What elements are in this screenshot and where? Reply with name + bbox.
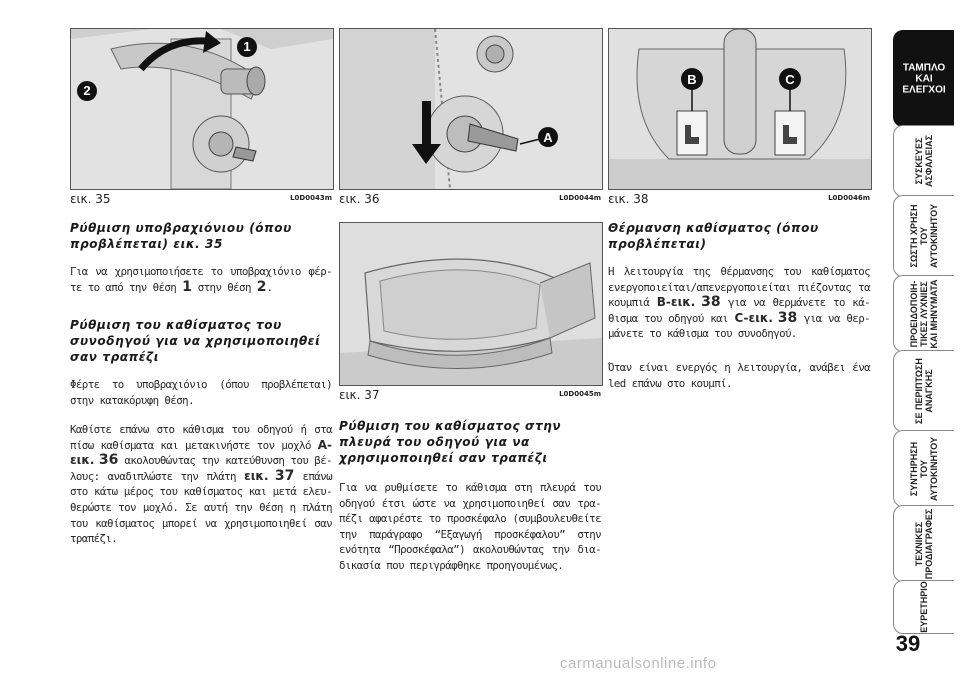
figure-37-caption: εικ. 37 [339,388,380,402]
tab-warning-lights-label: ΠΡΟΕΙΔΟΠΟΙΗ- ΤΙΚΕΣ ΛΥΧΝΙΕΣ ΚΑΙ ΜΗΝΥΜΑΤΑ [909,278,939,349]
passenger-seat-text-3: επάνω στο κάτω μέρος του καθίσματος και μετά ελευ-θερώστε τον μοχλό. Σε αυτή την θέση η πλάτη του καθίσματος μπορεί να χρησιμοποιηθεί σαν τραπέζι. [70,469,332,546]
armrest-text-3: . [266,280,273,294]
armrest-text-1: Για να χρησιμοποιήσετε το υποβραχιόνιο φέρ-τε το από την θέση [70,265,332,294]
figure-35-label-1: 1 [243,39,251,54]
button-b-reference: B-εικ. [656,295,702,310]
passenger-seat-table-paragraph-2 [70,422,332,547]
armrest-paragraph [70,264,332,295]
backrest-reference: εικ. [244,468,275,483]
tab-safety-devices[interactable] [893,125,954,197]
seat-heating-paragraph-2: Όταν είναι ενεργός η λειτουργία, ανάβει ένα led επάνω στο κουμπί. [608,361,870,390]
tab-dashboard-controls[interactable] [893,30,954,127]
tab-emergency[interactable] [893,350,954,432]
tab-correct-use-label: ΣΩΣΤΗ ΧΡΗΣΗ ΤΟΥ ΑΥΤΟΚΙΝΗΤΟΥ [909,203,939,269]
figure-36-label-a: A [543,130,553,145]
seat-heating-text-2: για να θερμάνετε το κά-θισμα του οδηγού και [608,296,871,325]
figure-36-code: L0D0044m [559,194,601,202]
figure-36-drawing [340,29,602,189]
passenger-seat-text-2: ακολουθώντας την κατεύθυνση του βέ-λους: αναδιπλώστε την πλάτη [70,454,332,483]
tab-safety-devices-label: ΣΥΣΚΕΥΕΣ ΑΣΦΑΛΕΙΑΣ [914,135,934,187]
armrest-text-2: στην θέση [191,280,257,294]
tab-index-label: ΕΥΡΕΤΗΡΙΟ [919,581,929,633]
figure-35-drawing [71,29,333,189]
figure-38-label-c: C [785,72,795,87]
armrest-position-2: 2 [256,278,267,295]
figure-35-code: L0D0043m [290,194,332,202]
tab-emergency-label: ΣΕ ΠΕΡΙΠΤΩΣΗ ΑΝΑΓΚΗΣ [914,358,934,424]
figure-38-seat-heating-buttons [608,28,872,190]
tab-maintenance-label: ΣΥΝΤΗΡΗΣΗ ΤΟΥ ΑΥΤΟΚΙΝΗΤΟΥ [909,436,939,501]
tab-index[interactable] [893,580,954,634]
figure-38-code: L0D0046m [828,194,870,202]
tab-warning-lights[interactable] [893,275,954,352]
driver-seat-table-heading: Ρύθμιση του καθίσματος στην πλευρά του οδηγού για να χρησιμοποιηθεί σαν τραπέζι [339,419,562,465]
passenger-seat-table-paragraph-1: Φέρτε το υποβραχιόνιο (όπου προβλέπεται) στην κατακόρυφη θέση. [70,378,332,407]
lever-a-reference: A-εικ. [70,437,332,468]
seat-heating-text-3: για να θερ-μάνετε το κάθισμα του συνοδηγού. [608,311,871,341]
figure-37-code: L0D0045m [559,390,601,398]
driver-seat-table-paragraph: Για να ρυθμίσετε το κάθισμα στη πλευρά του οδηγού έτσι ώστε να χρησιμοποιηθεί σαν τρα-πέζι αφαιρέστε το προσκέφαλο (συμβουλευθείτε την παράγραφο “Εξαγωγή προσκέφαλου” στην ενότητα “Προσκέφαλα”) ακολουθώντας την δια-δικασία που περιγράφθηκε προηγουμένως. [339,481,601,572]
tab-technical-specs[interactable] [893,505,954,582]
passenger-seat-text-1: Καθίστε επάνω στο κάθισμα του οδηγού ή στα πίσω καθίσματα και μετακινήστε τον μοχλό [70,423,332,452]
figure-38-drawing [609,29,871,189]
tab-technical-specs-label: ΤΕΧΝΙΚΕΣ ΠΡΟΔΙΑΓΡΑΦΕΣ [914,508,934,579]
page-number: 39 [895,631,921,656]
backrest-figure-number: 37 [274,467,295,484]
seat-heating-paragraph-1 [608,264,870,342]
armrest-position-1: 1 [182,278,192,295]
tab-maintenance[interactable] [893,430,954,507]
button-c-reference: C-εικ. [734,310,778,325]
figure-38-label-b: B [687,72,697,87]
figure-36-caption: εικ. 36 [339,192,380,206]
button-b-figure-number: 38 [701,294,721,311]
seat-heating-text-1: Η λειτουργία της θέρμανσης του καθίσματος ενεργοποιείται/απενεργοποιείται πιέζοντας τα κουμπιά [608,265,870,310]
button-c-figure-number: 38 [777,309,798,326]
figure-37-folded-seat [339,222,603,386]
figure-35-armrest [70,28,334,190]
figure-35-label-2: 2 [83,83,91,98]
figure-36-seat-lever [339,28,603,190]
armrest-heading: Ρύθμιση υποβραχιόνιου (όπου προβλέπεται) εικ. 35 [70,221,292,251]
tab-dashboard-controls-label: ΤΑΜΠΛΟ ΚΑΙ ΕΛΕΓΧΟΙ [902,62,946,95]
seat-heating-heading: Θέρμανση καθίσματος (όπου προβλέπεται) [608,221,819,251]
figure-38-caption: εικ. 38 [608,192,649,206]
passenger-seat-table-heading: Ρύθμιση του καθίσματος του συνοδηγού για να χρησιμοποιηθεί σαν τραπέζι [70,318,321,364]
lever-a-figure-number: 36 [98,452,119,469]
figure-35-caption: εικ. 35 [70,192,111,206]
tab-correct-use[interactable] [893,195,954,277]
watermark: carmanualsonline.info [560,655,717,672]
figure-37-drawing [340,223,602,385]
